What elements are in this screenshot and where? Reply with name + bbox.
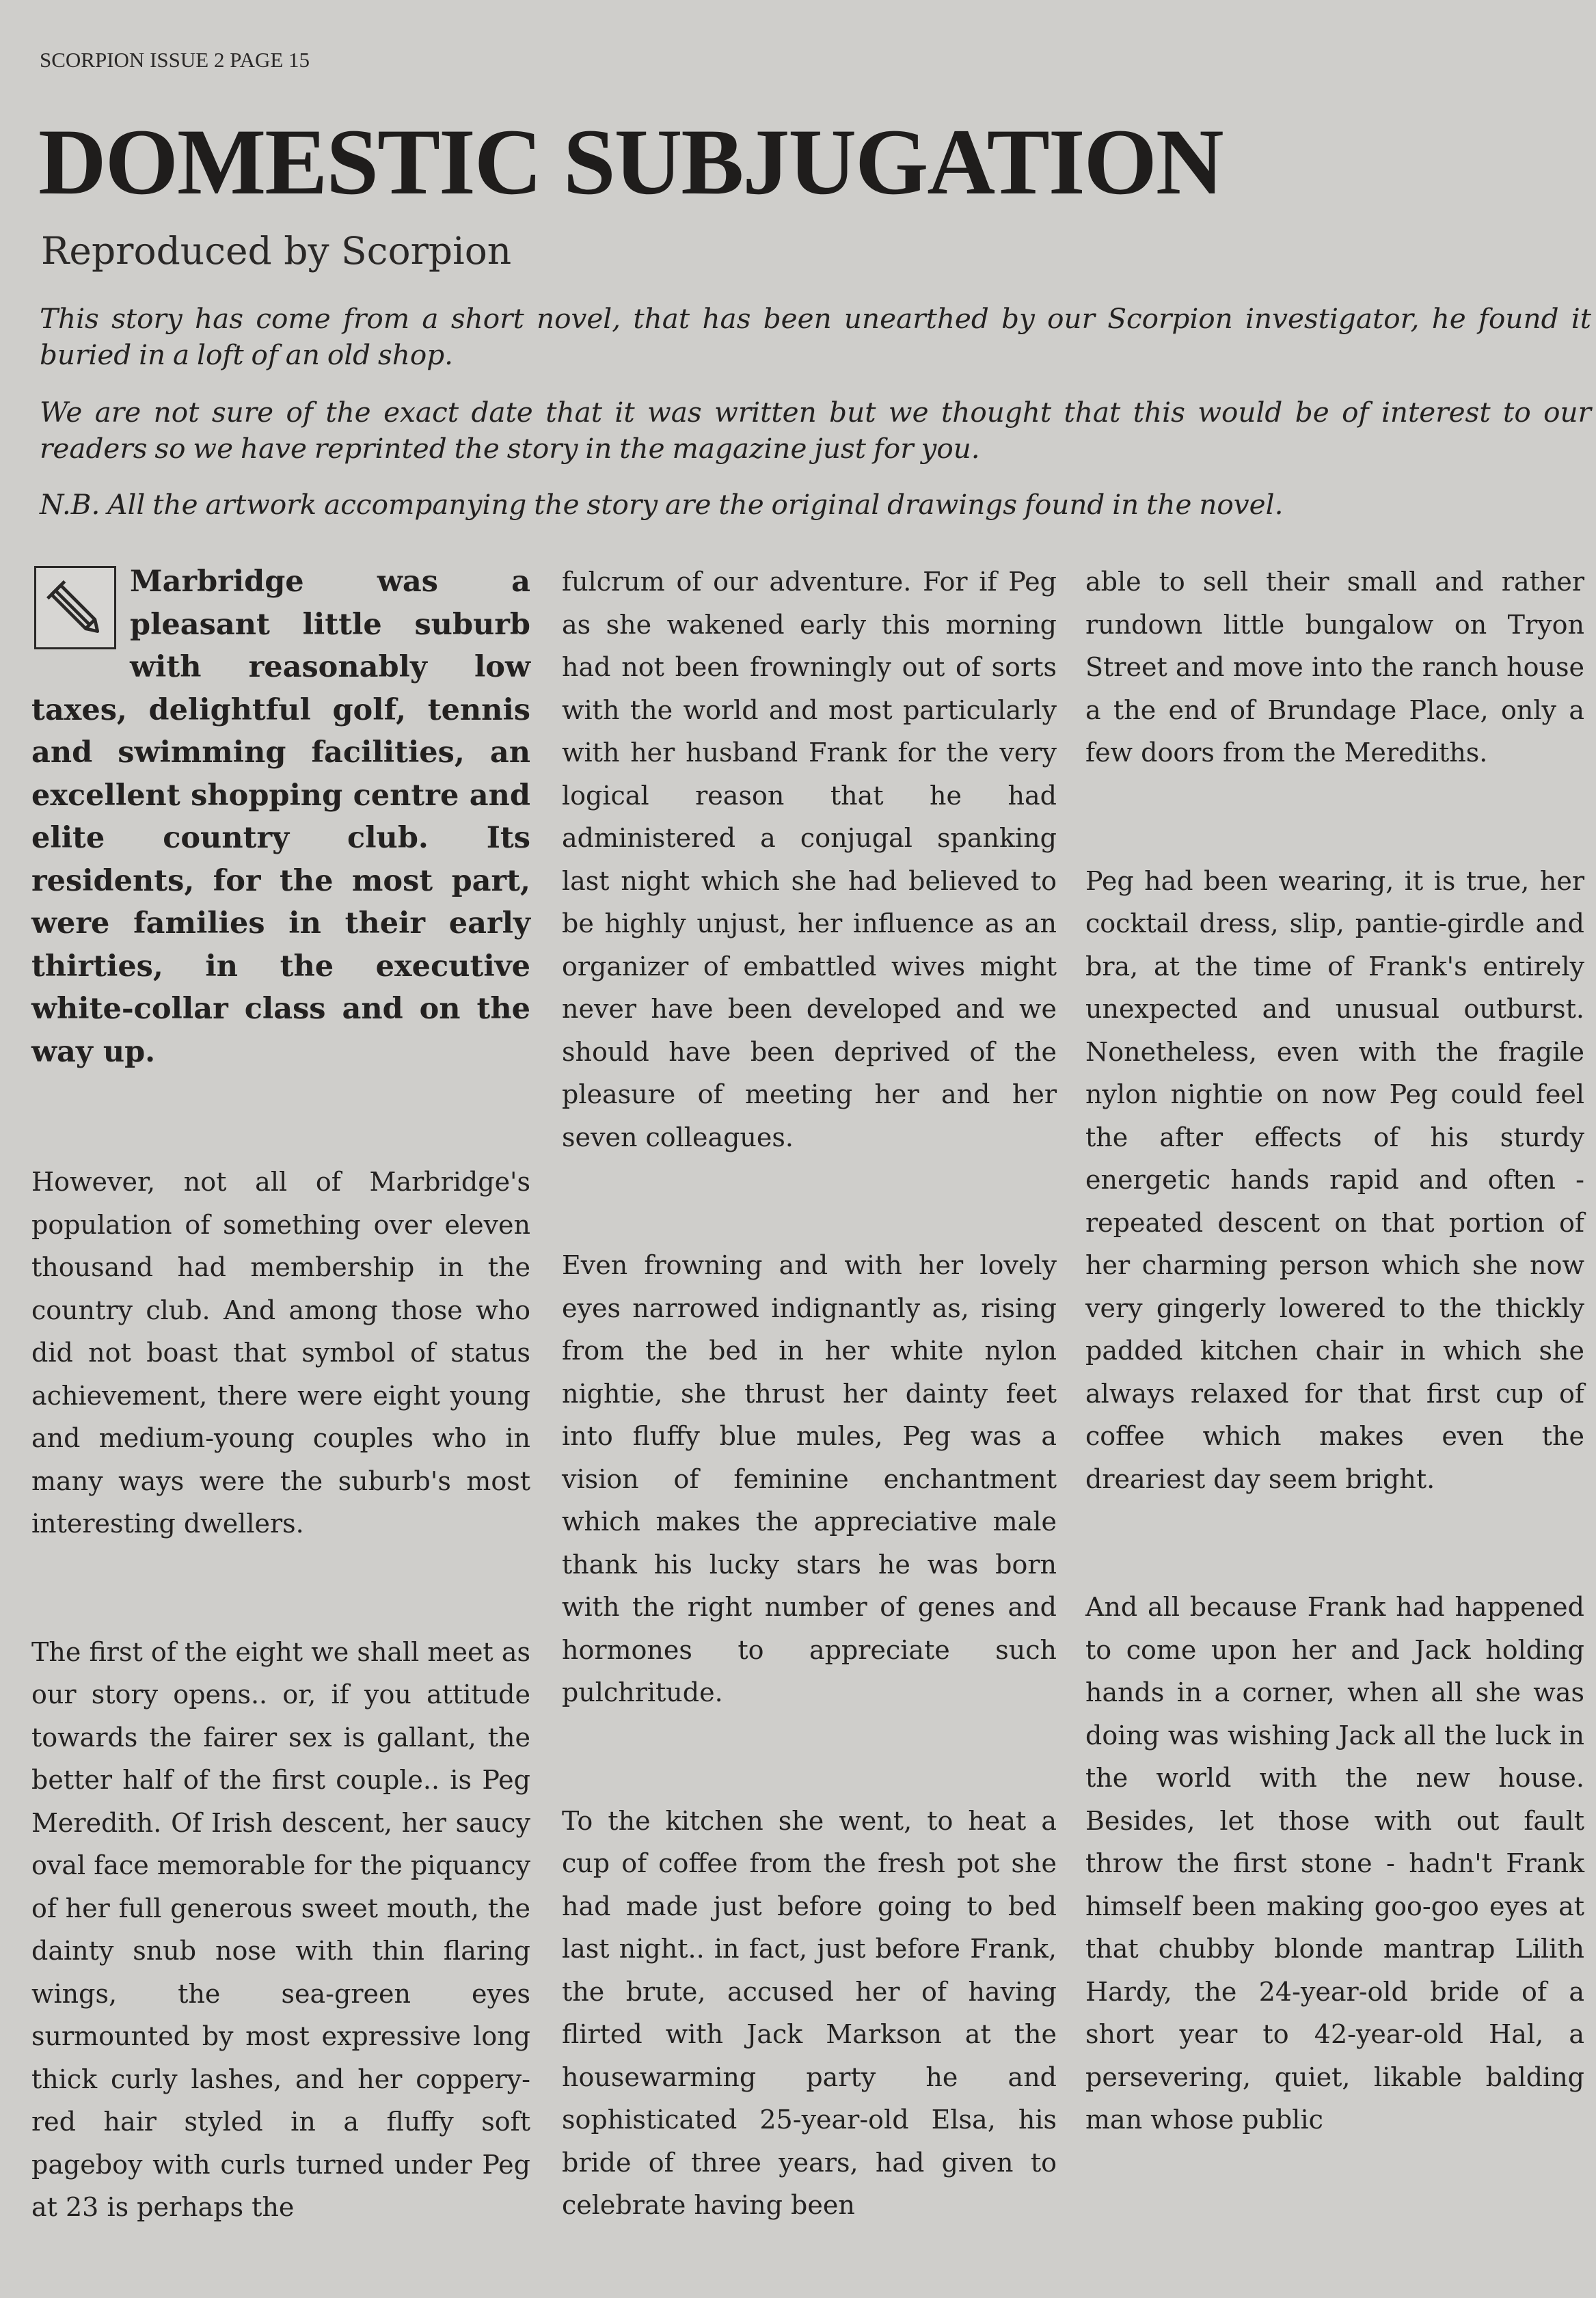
body-paragraph: However, not all of Marbridge's population of something over eleven thousand had membership in the country club. And among those who did not boast that symbol of status achievement, there were eight young and medium-young couples who in many ways were the suburb's most interesting dwellers. (31, 1167, 530, 1539)
body-paragraph: fulcrum of our adventure. For if Peg as she wakened early this morning had not been frowningly out of sorts with the world and most particularly with her husband Frank for the very logical reason that he had administered a conjugal spanking last night which she had believed to be highly unjust, her influence as an organizer of embattled wives might never have been developed and we should have been deprived of the pleasure of meeting her and her seven colleagues. (562, 567, 1057, 1152)
article-column-2 (562, 560, 1057, 2227)
body-paragraph: And all because Frank had happened to come upon her and Jack holding hands in a corner, when all she was doing was wishing Jack all the luck in the world with the new house. Besides, let those with out fault throw the first stone - hadn't Frank himself been making goo-goo eyes at that chubby blonde mantrap Lilith Hardy, the 24-year-old bride of a short year to 42-year-old Hal, a persevering, quiet, likable balding man whose public (1085, 1592, 1584, 2135)
body-paragraph: Peg had been wearing, it is true, her cocktail dress, slip, pantie-girdle and bra, at the time of Frank's entirely unexpected and unusual outburst. Nonetheless, even with the fragile nylon nightie on now Peg could feel the after effects of his sturdy energetic hands rapid and often - repeated descent on that portion of her charming person which she now very gingerly lowered to the thickly padded kitchen chair in which she always relaxed for that first cup of coffee which makes even the dreariest day seem bright. (1085, 865, 1584, 1494)
article-column-3 (1085, 560, 1584, 2141)
article-column-1 (31, 560, 530, 2229)
running-head: SCORPION ISSUE 2 PAGE 15 (40, 48, 310, 72)
intro-paragraph: This story has come from a short novel, that has been unearthed by our Scorpion investigator, he found it buried in a loft of an old shop. (40, 302, 1591, 371)
pencil-icon (34, 566, 116, 649)
article-title: DOMESTIC SUBJUGATION (38, 109, 1223, 214)
intro-paragraph: N.B. All the artwork accompanying the story are the original drawings found in the novel. (40, 488, 1284, 521)
body-paragraph: able to sell their small and rather rundown little bungalow on Tryon Street and move into the ranch house a the end of Brundage Place, only a few doors from the Merediths. (1085, 567, 1584, 768)
body-paragraph: The first of the eight we shall meet as our story opens.. or, if you attitude towards the fairer sex is gallant, the better half of the first couple.. is Peg Meredith. Of Irish descent, her saucy oval face memorable for the piquancy of her full generous sweet mouth, the dainty snub nose with thin flaring wings, the sea-green eyes surmounted by most expressive long thick curly lashes, and her coppery-red hair styled in a fluffy soft pageboy with curls turned under Peg at 23 is perhaps the (31, 1636, 530, 2222)
lead-paragraph: Marbridge was a pleasant little suburb with reasonably low taxes, delightful golf, tennis and swimming facilities, an excellent shopping centre and elite country club. Its residents, for the most part, were families in their early thirties, in the executive white-collar class and on the way up. (31, 565, 530, 1069)
body-paragraph: Even frowning and with her lovely eyes narrowed indignantly as, rising from the bed in her white nylon nightie, she thrust her dainty feet into fluffy blue mules, Peg was a vision of feminine enchantment which makes the appreciative male thank his lucky stars he was born with the right number of genes and hormones to appreciate such pulchritude. (562, 1250, 1057, 1707)
article-subtitle: Reproduced by Scorpion (41, 229, 512, 273)
body-paragraph: To the kitchen she went, to heat a cup of coffee from the fresh pot she had made just before going to bed last night.. in fact, just before Frank, the brute, accused her of having flirted with Jack Markson at the housewarming party he and sophisticated 25-year-old Elsa, his bride of three years, had given to celebrate having been (562, 1805, 1057, 2220)
intro-paragraph: We are not sure of the exact date that it was written but we thought that this would be of interest to our readers so we have reprinted the story in the magazine just for you. (40, 396, 1591, 465)
